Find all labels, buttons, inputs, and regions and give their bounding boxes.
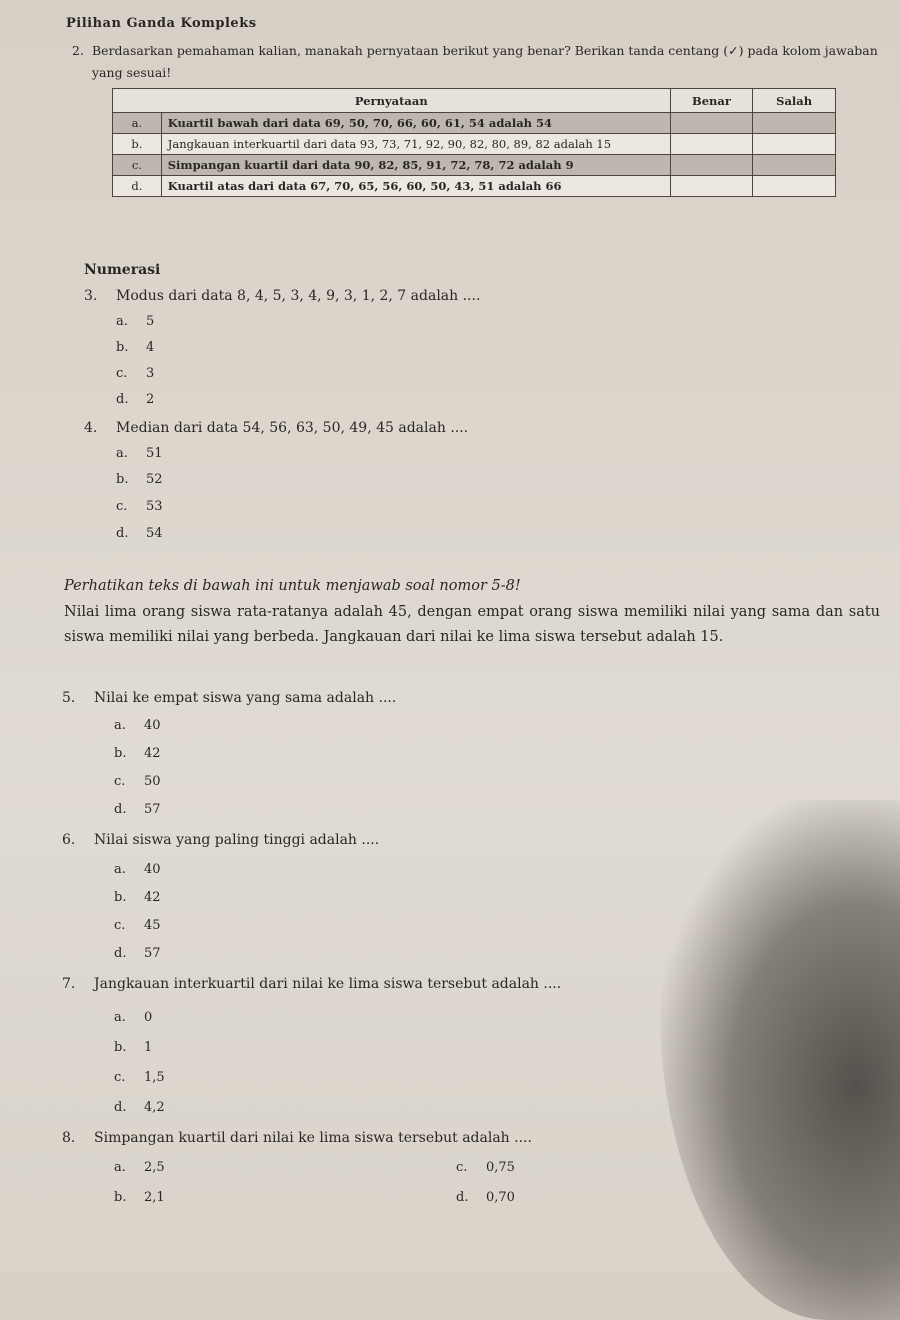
option-letter: d. xyxy=(114,946,127,961)
option-letter: d. xyxy=(114,1100,127,1115)
row-letter: c. xyxy=(113,155,162,176)
question-text: Berdasarkan pemahaman kalian, manakah pernyataan berikut yang benar? Berikan tanda centang (✓) pada kolom jawaban yang sesuai! xyxy=(92,43,878,80)
option-value: 0 xyxy=(144,1010,153,1025)
photo-shadow xyxy=(660,800,900,1320)
option-value: 40 xyxy=(144,718,161,733)
option-value: 4 xyxy=(146,340,155,355)
option-value: 4,2 xyxy=(144,1100,165,1115)
option-letter: b. xyxy=(114,746,127,761)
section-title: Pilihan Ganda Kompleks xyxy=(66,16,257,31)
subsection-title: Numerasi xyxy=(84,262,161,278)
row-letter: b. xyxy=(113,134,162,155)
option-letter: c. xyxy=(114,918,126,933)
row-statement: Simpangan kuartil dari data 90, 82, 85, 91, 72, 78, 72 adalah 9 xyxy=(161,155,670,176)
option-letter: c. xyxy=(116,499,128,514)
option-value: 45 xyxy=(144,918,161,933)
option-letter: c. xyxy=(114,1070,126,1085)
option-value: 5 xyxy=(146,314,155,329)
option-d[interactable] xyxy=(116,392,154,407)
row-letter: a. xyxy=(113,113,162,134)
option-c[interactable] xyxy=(456,1160,515,1175)
option-d[interactable] xyxy=(114,1100,165,1115)
question-4 xyxy=(84,420,468,436)
true-checkbox-cell[interactable] xyxy=(670,134,753,155)
question-text: Nilai siswa yang paling tinggi adalah .... xyxy=(94,832,380,848)
false-checkbox-cell[interactable] xyxy=(753,155,836,176)
option-b[interactable] xyxy=(116,472,163,487)
option-value: 1 xyxy=(144,1040,153,1055)
question-text: Jangkauan interkuartil dari nilai ke lima siswa tersebut adalah .... xyxy=(94,976,562,992)
option-letter: a. xyxy=(116,314,128,329)
context-paragraph: Nilai lima orang siswa rata-ratanya adalah 45, dengan empat orang siswa memiliki nilai yang sama dan satu siswa memiliki nilai yang berbeda. Jangkauan dari nilai ke lima siswa tersebut adalah 15. xyxy=(64,604,880,645)
instruction-text: Perhatikan teks di bawah ini untuk menjawab soal nomor 5-8! xyxy=(64,578,521,594)
question-number: 4. xyxy=(84,420,98,436)
option-value: 42 xyxy=(144,746,161,761)
question-text: Median dari data 54, 56, 63, 50, 49, 45 adalah .... xyxy=(116,420,469,436)
option-c[interactable] xyxy=(114,918,161,933)
table-row xyxy=(113,113,836,134)
option-d[interactable] xyxy=(114,946,161,961)
false-checkbox-cell[interactable] xyxy=(753,176,836,197)
option-c[interactable] xyxy=(116,499,163,514)
question-text: Modus dari data 8, 4, 5, 3, 4, 9, 3, 1, 2, 7 adalah .... xyxy=(116,288,481,304)
header-false: Salah xyxy=(753,89,836,113)
option-value: 3 xyxy=(146,366,155,381)
option-b[interactable] xyxy=(114,1190,165,1205)
option-letter: d. xyxy=(116,392,129,407)
true-checkbox-cell[interactable] xyxy=(670,176,753,197)
option-d[interactable] xyxy=(456,1190,515,1205)
table-row xyxy=(113,134,836,155)
option-value: 51 xyxy=(146,446,163,461)
row-statement: Kuartil atas dari data 67, 70, 65, 56, 60, 50, 43, 51 adalah 66 xyxy=(161,176,670,197)
question-5 xyxy=(62,690,396,706)
option-c[interactable] xyxy=(116,366,154,381)
option-c[interactable] xyxy=(114,1070,165,1085)
option-letter: a. xyxy=(114,718,126,733)
option-a[interactable] xyxy=(114,862,161,877)
option-value: 57 xyxy=(144,802,161,817)
option-value: 57 xyxy=(144,946,161,961)
question-number: 3. xyxy=(84,288,98,304)
option-value: 52 xyxy=(146,472,163,487)
question-2 xyxy=(72,40,892,84)
option-value: 2 xyxy=(146,392,155,407)
table-row xyxy=(113,155,836,176)
option-letter: a. xyxy=(114,862,126,877)
option-value: 54 xyxy=(146,526,163,541)
question-text: Simpangan kuartil dari nilai ke lima siswa tersebut adalah .... xyxy=(94,1130,532,1146)
option-b[interactable] xyxy=(114,746,161,761)
option-a[interactable] xyxy=(116,314,154,329)
statement-table xyxy=(112,88,836,197)
option-a[interactable] xyxy=(116,446,163,461)
option-value: 2,5 xyxy=(144,1160,165,1175)
question-3 xyxy=(84,288,480,304)
option-letter: d. xyxy=(114,802,127,817)
option-a[interactable] xyxy=(114,1010,152,1025)
option-b[interactable] xyxy=(114,890,161,905)
option-letter: c. xyxy=(116,366,128,381)
option-d[interactable] xyxy=(116,526,163,541)
option-letter: b. xyxy=(114,1040,127,1055)
question-number: 8. xyxy=(62,1130,76,1146)
option-letter: b. xyxy=(114,890,127,905)
true-checkbox-cell[interactable] xyxy=(670,113,753,134)
option-c[interactable] xyxy=(114,774,161,789)
option-value: 40 xyxy=(144,862,161,877)
option-letter: c. xyxy=(114,774,126,789)
question-8 xyxy=(62,1130,532,1146)
question-6 xyxy=(62,832,379,848)
question-number: 5. xyxy=(62,690,76,706)
option-value: 53 xyxy=(146,499,163,514)
table-row xyxy=(113,176,836,197)
option-value: 50 xyxy=(144,774,161,789)
true-checkbox-cell[interactable] xyxy=(670,155,753,176)
option-letter: b. xyxy=(116,340,129,355)
option-b[interactable] xyxy=(114,1040,152,1055)
option-value: 0,70 xyxy=(486,1190,515,1205)
row-statement: Kuartil bawah dari data 69, 50, 70, 66, 60, 61, 54 adalah 54 xyxy=(161,113,670,134)
option-letter: b. xyxy=(114,1190,127,1205)
row-letter: d. xyxy=(113,176,162,197)
option-letter: b. xyxy=(116,472,129,487)
false-checkbox-cell[interactable] xyxy=(753,113,836,134)
option-value: 2,1 xyxy=(144,1190,165,1205)
option-b[interactable] xyxy=(116,340,154,355)
option-value: 1,5 xyxy=(144,1070,165,1085)
question-7 xyxy=(62,976,561,992)
table-header-row xyxy=(113,89,836,113)
option-letter: d. xyxy=(116,526,129,541)
option-d[interactable] xyxy=(114,802,161,817)
option-letter: c. xyxy=(456,1160,468,1175)
question-text: Nilai ke empat siswa yang sama adalah .... xyxy=(94,690,397,706)
option-value: 0,75 xyxy=(486,1160,515,1175)
option-letter: d. xyxy=(456,1190,469,1205)
question-number: 6. xyxy=(62,832,76,848)
false-checkbox-cell[interactable] xyxy=(753,134,836,155)
option-letter: a. xyxy=(114,1010,126,1025)
question-number: 7. xyxy=(62,976,76,992)
option-value: 42 xyxy=(144,890,161,905)
header-true: Benar xyxy=(670,89,753,113)
row-statement: Jangkauan interkuartil dari data 93, 73, 71, 92, 90, 82, 80, 89, 82 adalah 15 xyxy=(161,134,670,155)
question-number: 2. xyxy=(72,43,84,58)
option-letter: a. xyxy=(114,1160,126,1175)
option-letter: a. xyxy=(116,446,128,461)
option-a[interactable] xyxy=(114,1160,165,1175)
option-a[interactable] xyxy=(114,718,161,733)
header-statement: Pernyataan xyxy=(113,89,671,113)
